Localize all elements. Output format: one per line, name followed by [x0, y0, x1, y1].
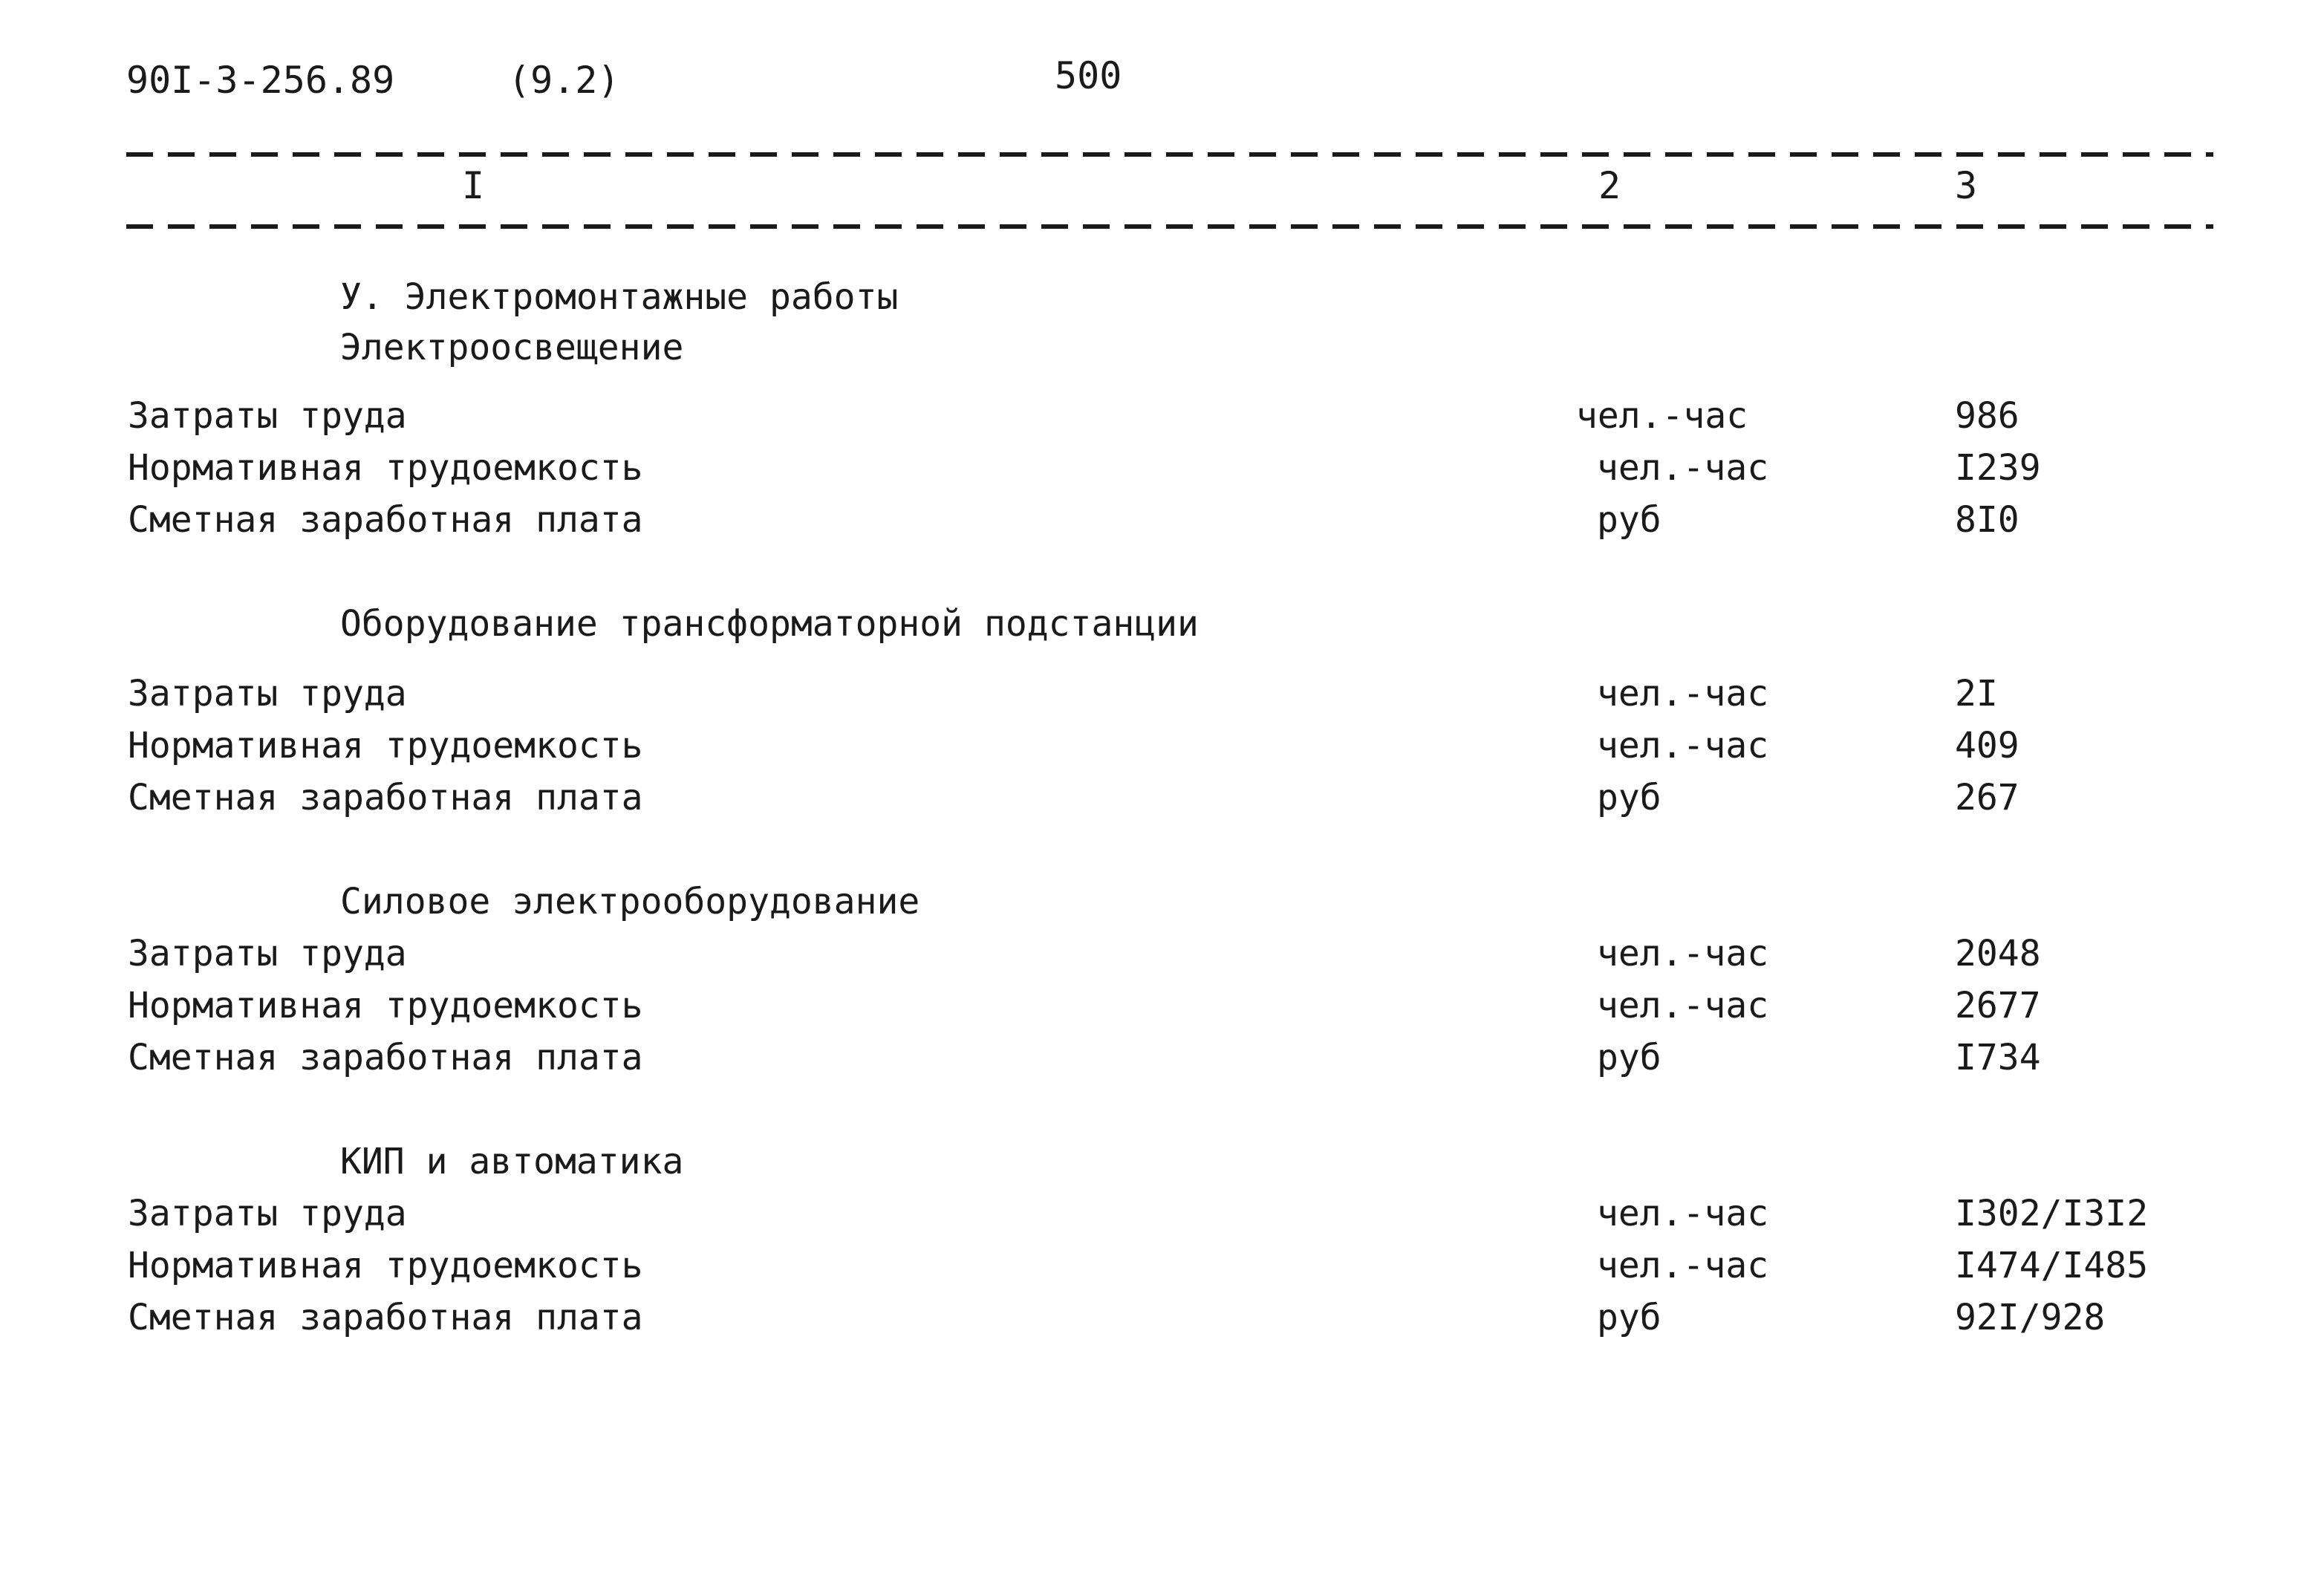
row-value: I474/I485: [1955, 1245, 2149, 1286]
group-title-lighting: Электроосвещение: [340, 327, 684, 368]
row-unit: чел.-час: [1597, 673, 1769, 714]
row-unit: руб: [1597, 777, 1661, 818]
table-row: [0, 775, 2324, 820]
row-label: Сметная заработная плата: [128, 499, 643, 541]
table-row: [0, 1191, 2324, 1236]
row-unit: чел.-час: [1576, 395, 1748, 437]
document-code: 90I-3-256.89: [126, 59, 395, 102]
column-number-3: 3: [1955, 164, 1978, 207]
column-number-2: 2: [1598, 164, 1621, 207]
group-title-power-equipment: Силовое электрооборудование: [340, 881, 920, 922]
table-row: [0, 1243, 2324, 1288]
row-label: Нормативная трудоемкость: [128, 1245, 643, 1286]
table-row: [0, 394, 2324, 438]
row-label: Затраты труда: [128, 933, 407, 974]
row-value: 8I0: [1955, 499, 2019, 541]
row-value: 267: [1955, 777, 2019, 818]
group-title-transformer-substation: Оборудование трансформаторной подстанции: [340, 603, 1199, 645]
table-row: [0, 1035, 2324, 1080]
row-unit: чел.-час: [1597, 1193, 1769, 1234]
row-value: I734: [1955, 1037, 2041, 1078]
row-label: Затраты труда: [128, 395, 407, 437]
row-label: Сметная заработная плата: [128, 777, 643, 818]
page-number: 500: [1055, 54, 1122, 97]
row-unit: руб: [1597, 1037, 1661, 1078]
row-unit: чел.-час: [1597, 447, 1769, 489]
row-label: Нормативная трудоемкость: [128, 985, 643, 1026]
dashed-rule-top: [126, 152, 2213, 157]
row-value: I239: [1955, 447, 2041, 489]
row-label: Сметная заработная плата: [128, 1037, 643, 1078]
row-label: Затраты труда: [128, 1193, 407, 1234]
table-row: [0, 723, 2324, 768]
row-value: 409: [1955, 725, 2019, 766]
table-row: [0, 446, 2324, 490]
row-unit: чел.-час: [1597, 1245, 1769, 1286]
row-label: Сметная заработная плата: [128, 1297, 643, 1338]
table-row: [0, 931, 2324, 976]
row-unit: руб: [1597, 499, 1661, 541]
row-label: Нормативная трудоемкость: [128, 447, 643, 489]
row-value: I302/I3I2: [1955, 1193, 2149, 1234]
section-title: У. Электромонтажные работы: [340, 276, 899, 318]
column-number-1: I: [462, 164, 485, 207]
table-row: [0, 671, 2324, 716]
row-label: Нормативная трудоемкость: [128, 725, 643, 766]
row-unit: чел.-час: [1597, 933, 1769, 974]
table-row: [0, 983, 2324, 1028]
row-value: 2I: [1955, 673, 1998, 714]
section-reference: (9.2): [508, 59, 620, 102]
table-row: [0, 1295, 2324, 1340]
row-label: Затраты труда: [128, 673, 407, 714]
group-title-instrumentation-automation: КИП и автоматика: [340, 1141, 684, 1182]
row-value: 2048: [1955, 933, 2041, 974]
row-value: 92I/928: [1955, 1297, 2106, 1338]
row-unit: руб: [1597, 1297, 1661, 1338]
row-value: 2677: [1955, 985, 2041, 1026]
row-unit: чел.-час: [1597, 985, 1769, 1026]
row-value: 986: [1955, 395, 2019, 437]
table-row: [0, 498, 2324, 542]
dashed-rule-bottom: [126, 224, 2213, 229]
row-unit: чел.-час: [1597, 725, 1769, 766]
